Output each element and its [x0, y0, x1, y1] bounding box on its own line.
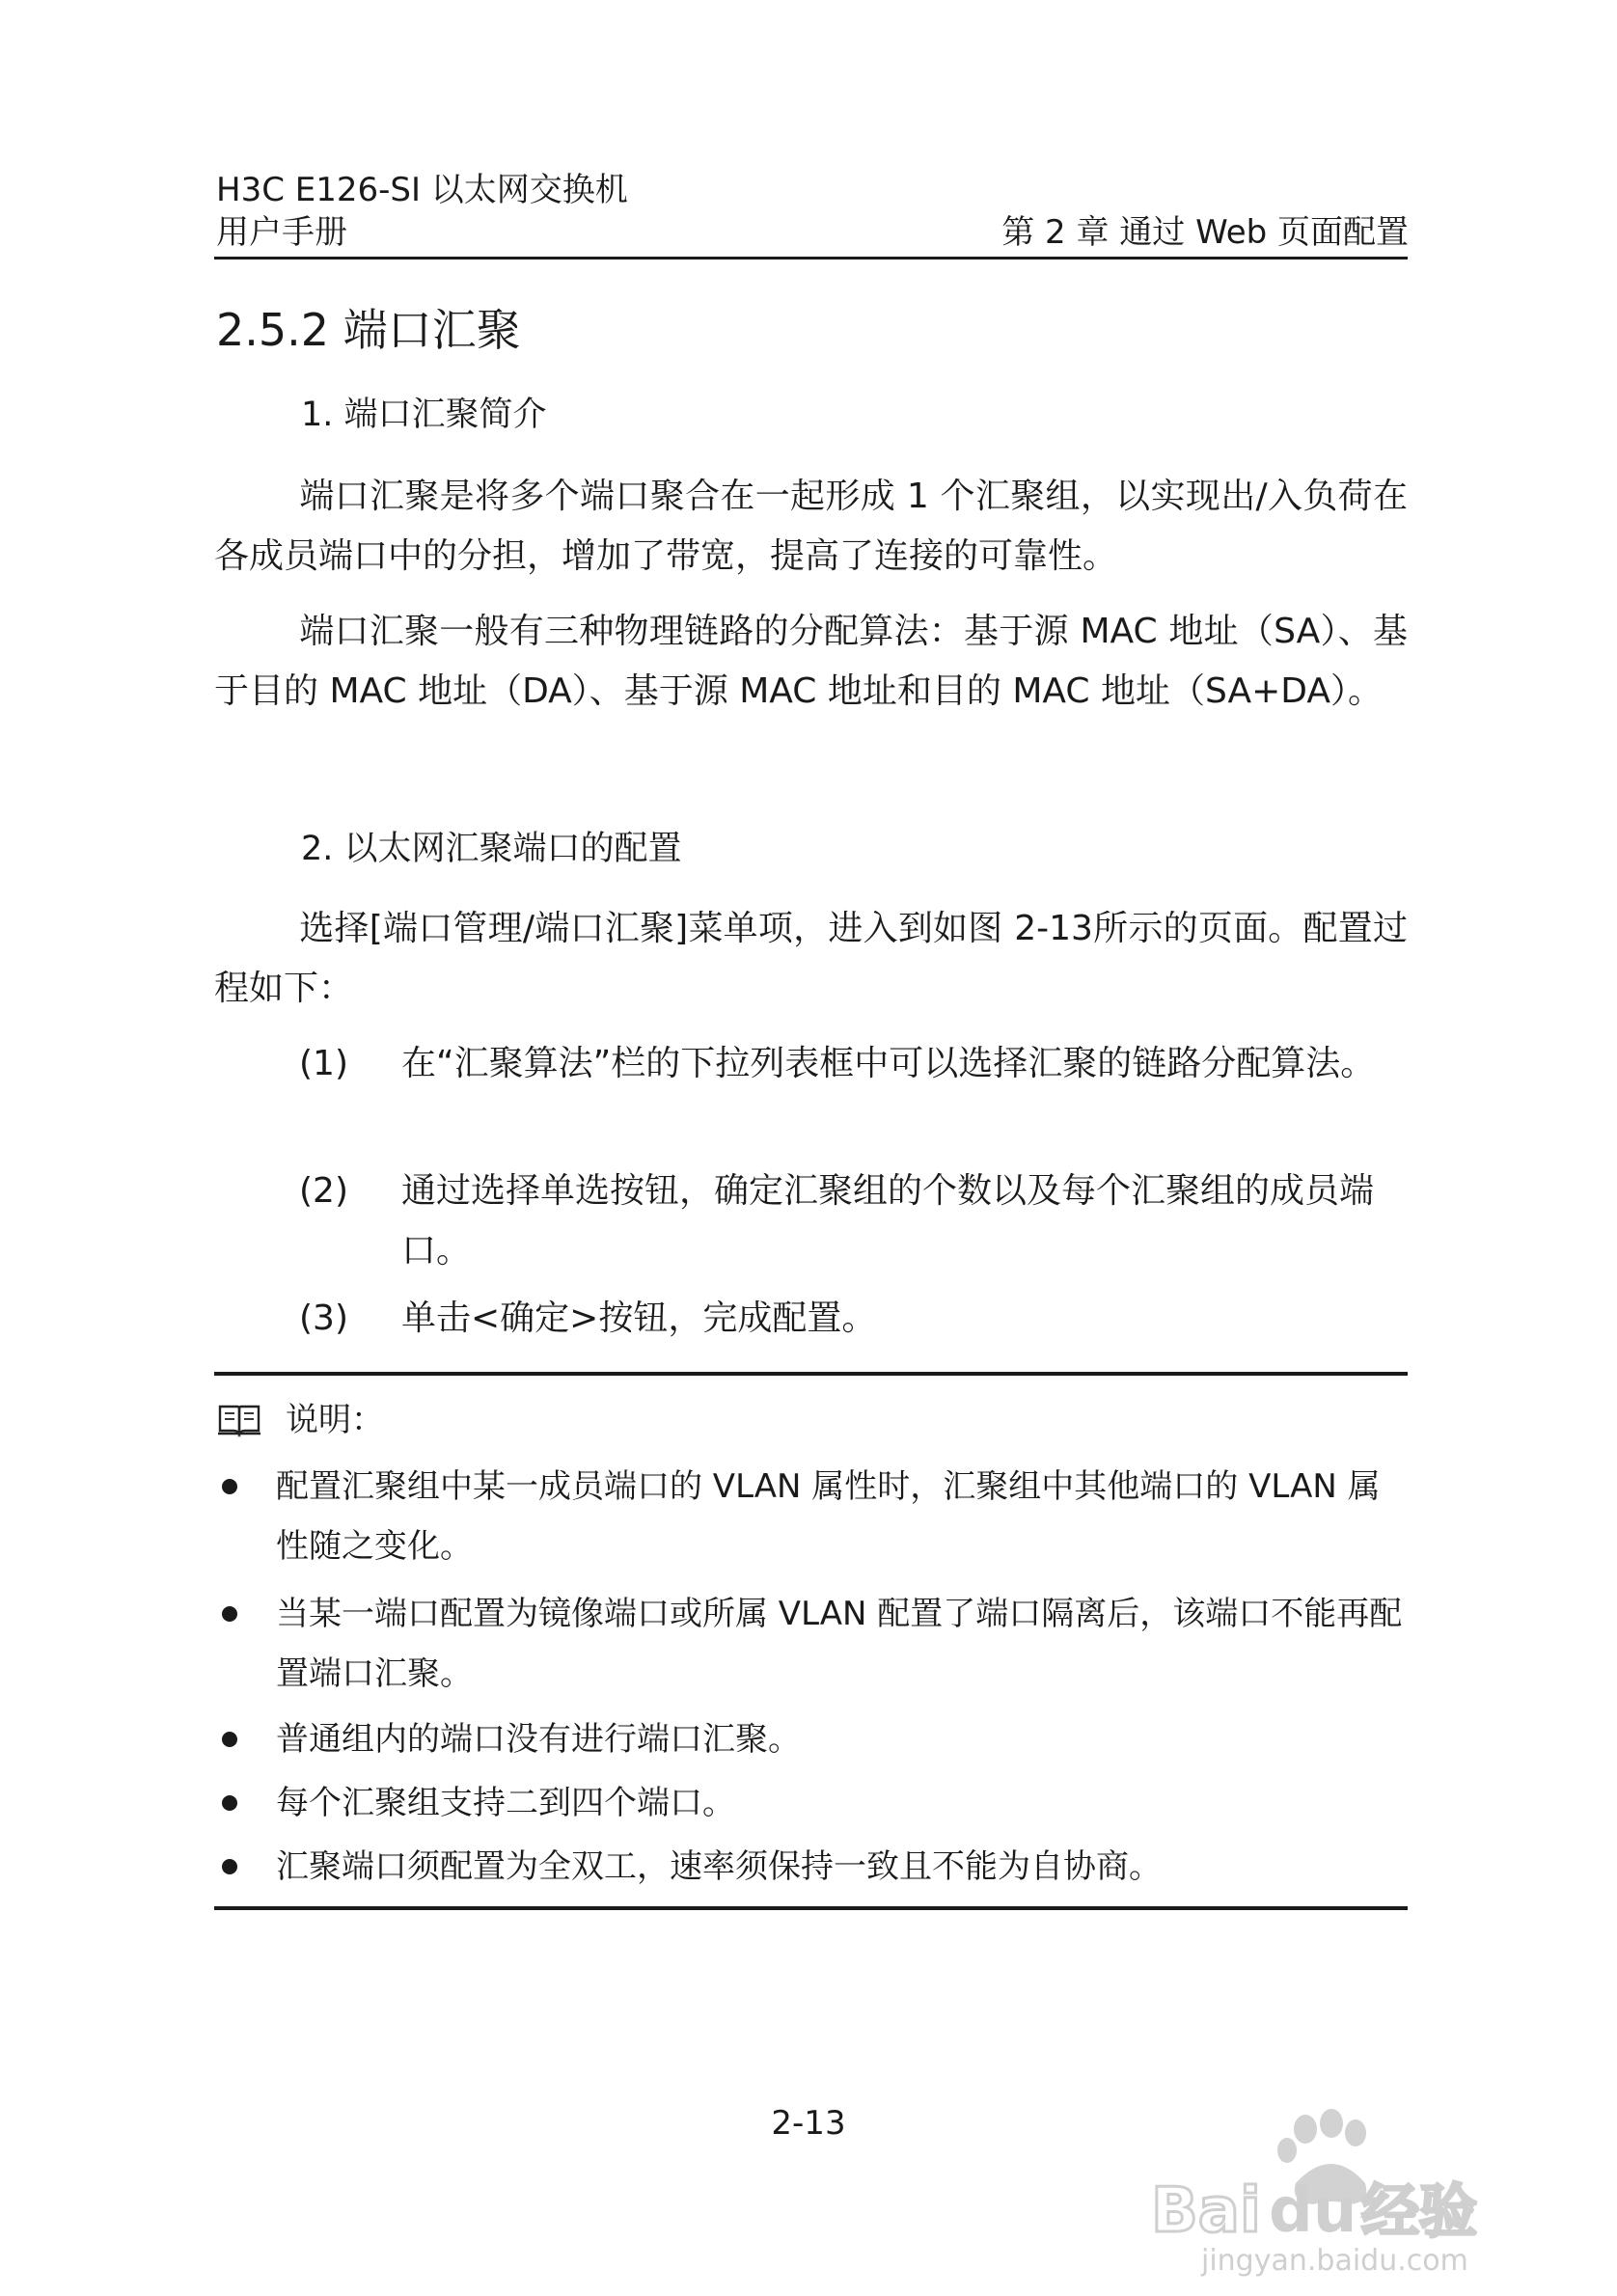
config-intro-text: 选择[端口管理/端口汇聚]菜单项，进入到如图 2-13所示的页面。配置过程如下：: [214, 909, 1408, 1008]
step-number: (2): [299, 1171, 348, 1211]
note-item: [214, 1773, 1408, 1833]
step-item: [299, 1162, 1408, 1281]
note-title: 说明：: [286, 1401, 384, 1439]
note-item-text: 普通组内的端口没有进行端口汇聚。: [276, 1720, 801, 1759]
bullet-icon: [222, 1606, 237, 1622]
header-product: H3C E126-SI 以太网交换机: [216, 171, 628, 209]
note-item: [214, 1837, 1408, 1897]
note-bottom-rule: [214, 1906, 1408, 1910]
config-heading: 2. 以太网汇聚端口的配置: [301, 830, 682, 868]
header-rule: [214, 257, 1408, 260]
step-item: [299, 1034, 1408, 1094]
step-number: (3): [299, 1298, 348, 1338]
note-item: [214, 1709, 1408, 1769]
note-item-text: 当某一端口配置为镜像端口或所属 VLAN 配置了端口隔离后，该端口不能再配置端口汇聚。: [276, 1595, 1403, 1693]
note-item: [214, 1584, 1408, 1704]
step-text: 在“汇聚算法”栏的下拉列表框中可以选择汇聚的链路分配算法。: [401, 1044, 1376, 1083]
intro-paragraph-2-text: 端口汇聚一般有三种物理链路的分配算法：基于源 MAC 地址（SA）、基于目的 MAC 地址（DA）、基于源 MAC 地址和目的 MAC 地址（SA+DA）。: [214, 612, 1408, 711]
page-number: 2-13: [771, 2104, 846, 2143]
svg-text:Bai: Bai: [1151, 2175, 1261, 2247]
intro-heading: 1. 端口汇聚简介: [301, 396, 547, 434]
note-item-text: 每个汇聚组支持二到四个端口。: [276, 1784, 735, 1822]
step-item: [299, 1289, 1408, 1349]
bullet-icon: [222, 1479, 237, 1494]
intro-paragraph-1-text: 端口汇聚是将多个端口聚合在一起形成 1 个汇聚组，以实现出/入负荷在各成员端口中的分担，增加了带宽，提高了连接的可靠性。: [214, 477, 1408, 576]
baidu-jingyan-watermark: [1134, 2108, 1539, 2277]
config-intro: [214, 899, 1408, 1019]
svg-text:du: du: [1269, 2175, 1357, 2247]
svg-text:jingyan.baidu.com: jingyan.baidu.com: [1201, 2244, 1468, 2277]
book-icon: [216, 1401, 262, 1439]
note-item-text: 汇聚端口须配置为全双工，速率须保持一致且不能为自协商。: [276, 1847, 1162, 1886]
intro-paragraph-1: [214, 467, 1408, 587]
step-text: 通过选择单选按钮，确定汇聚组的个数以及每个汇聚组的成员端口。: [401, 1171, 1375, 1271]
header-chapter: 第 2 章 通过 Web 页面配置: [1001, 213, 1409, 252]
step-text: 单击<确定>按钮，完成配置。: [401, 1298, 877, 1338]
bullet-icon: [222, 1732, 237, 1747]
note-item-text: 配置汇聚组中某一成员端口的 VLAN 属性时，汇聚组中其他端口的 VLAN 属性随之变化。: [276, 1467, 1381, 1566]
header-manual: 用户手册: [216, 213, 347, 252]
svg-text:经验: 经验: [1361, 2178, 1477, 2246]
bullet-icon: [222, 1859, 237, 1874]
step-number: (1): [299, 1044, 348, 1083]
note-item: [214, 1457, 1408, 1576]
bullet-icon: [222, 1795, 237, 1811]
intro-paragraph-2: [214, 602, 1408, 722]
section-title: 2.5.2 端口汇聚: [216, 304, 521, 356]
note-top-rule: [214, 1372, 1408, 1376]
